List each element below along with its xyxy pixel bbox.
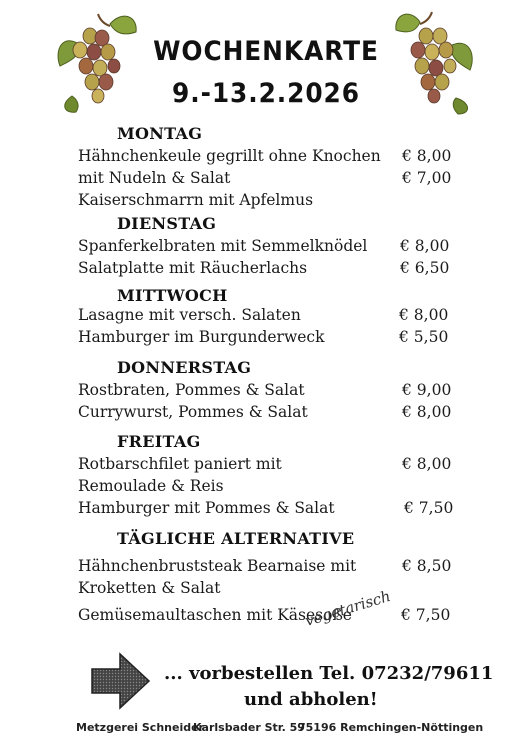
menu-dates: 9.-13.2.2026	[172, 78, 360, 109]
dish-montag-2: mit Nudeln & Salat	[78, 169, 231, 187]
arrow-right-icon	[90, 651, 152, 711]
price-montag-2: € 7,00	[402, 169, 452, 187]
dish-mittwoch-1: Lasagne mit versch. Salaten	[78, 306, 301, 324]
order-phone-text: ... vorbestellen Tel. 07232/79611	[164, 663, 494, 684]
day-heading-alternative: TÄGLICHE ALTERNATIVE	[117, 529, 355, 548]
price-freitag-1: € 8,00	[402, 455, 452, 473]
dish-freitag-2: Hamburger mit Pommes & Salat	[78, 499, 335, 517]
dish-donnerstag-2: Currywurst, Pommes & Salat	[78, 403, 308, 421]
price-mittwoch-1: € 8,00	[399, 306, 449, 324]
day-heading-mittwoch: MITTWOCH	[117, 286, 228, 305]
day-heading-donnerstag: DONNERSTAG	[117, 358, 252, 377]
dish-mittwoch-2: Hamburger im Burgunderweck	[78, 328, 325, 346]
price-donnerstag-2: € 8,00	[402, 403, 452, 421]
dish-alternative-1: Hähnchenbruststeak Bearnaise mit	[78, 557, 357, 575]
price-alternative-2: € 7,50	[401, 606, 451, 624]
order-pickup-text: und abholen!	[244, 689, 378, 710]
menu-title: WOCHENKARTE	[153, 36, 379, 67]
dish-montag-3: Kaiserschmarrn mit Apfelmus	[78, 191, 314, 209]
dish-dienstag-1: Spanferkelbraten mit Semmelknödel	[78, 237, 368, 255]
price-donnerstag-1: € 9,00	[402, 381, 452, 399]
dish-alternative-2: Gemüsemaultaschen mit Käsesoße	[78, 606, 352, 624]
dish-montag-1: Hähnchenkeule gegrillt ohne Knochen	[78, 147, 381, 165]
price-dienstag-1: € 8,00	[400, 237, 450, 255]
price-freitag-2: € 7,50	[404, 499, 454, 517]
price-montag-1: € 8,00	[402, 147, 452, 165]
footer-city: 75196 Remchingen-Nöttingen	[298, 721, 484, 734]
footer-street: Karlsbader Str. 59	[193, 721, 305, 734]
price-alternative-1: € 8,50	[402, 557, 452, 575]
price-dienstag-2: € 6,50	[400, 259, 450, 277]
day-heading-freitag: FREITAG	[117, 432, 201, 451]
day-heading-dienstag: DIENSTAG	[117, 214, 217, 233]
vegetarian-note: vegetarisch	[302, 586, 393, 630]
day-heading-montag: MONTAG	[117, 124, 203, 143]
dish-donnerstag-1: Rostbraten, Pommes & Salat	[78, 381, 305, 399]
dish-freitag-1: Rotbarschfilet paniert mit	[78, 455, 282, 473]
dish-dienstag-2: Salatplatte mit Räucherlachs	[78, 259, 308, 277]
footer-shop-name: Metzgerei Schneider	[76, 721, 204, 734]
price-mittwoch-2: € 5,50	[399, 328, 449, 346]
dish-freitag-1-cont: Remoulade & Reis	[78, 477, 224, 495]
dish-alternative-1-cont: Kroketten & Salat	[78, 579, 221, 597]
